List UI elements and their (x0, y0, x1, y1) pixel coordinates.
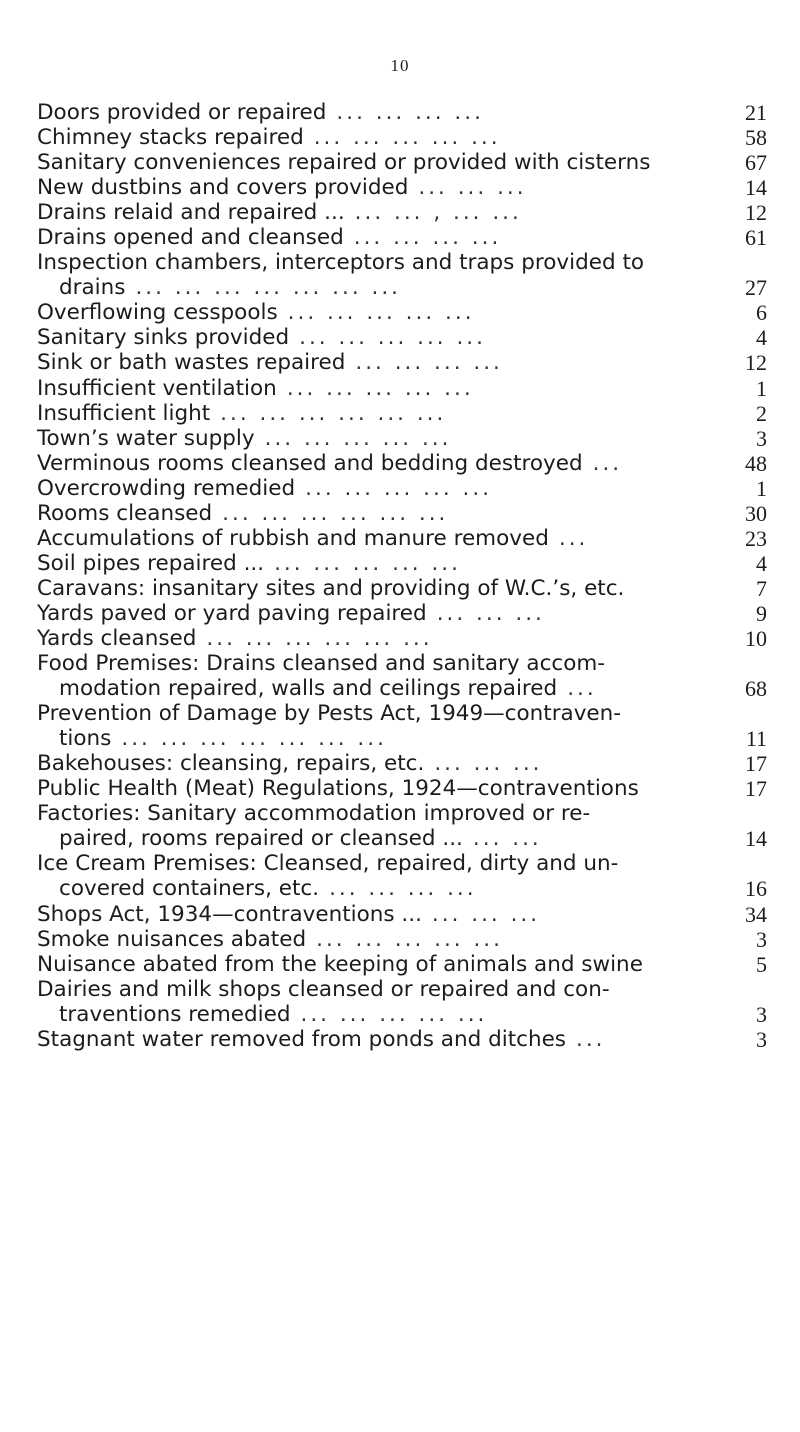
item-count: 14 (745, 826, 767, 852)
item-count: 12 (745, 200, 767, 226)
list-item (37, 551, 767, 576)
item-line (37, 225, 767, 250)
list-item (37, 801, 767, 851)
item-label: Insufficient light (37, 400, 211, 426)
item-line (37, 902, 767, 927)
list-item (37, 150, 767, 175)
item-line (37, 1027, 767, 1052)
item-label: Food Premises: Drains cleansed and sanitary accom- (37, 651, 606, 677)
item-line (37, 175, 767, 200)
leader-dots: ... ... ... ... ... ... (206, 625, 433, 651)
list-item (37, 601, 767, 626)
leader-dots: ... ... ... ... ... ... ... (121, 726, 387, 752)
leader-dots: ... ... ... ... ... (316, 926, 503, 952)
item-line (37, 977, 767, 1002)
item-count: 3 (756, 1001, 767, 1027)
item-line (37, 701, 767, 726)
item-line (37, 726, 767, 751)
list-item (37, 350, 767, 375)
list-item (37, 325, 767, 350)
item-label: Public Health (Meat) Regulations, 1924—contraventions (37, 776, 639, 802)
leader-dots: ... ... ... (431, 901, 541, 927)
item-line (37, 150, 767, 175)
item-line (37, 476, 767, 501)
item-label: Yards paved or yard paving repaired (37, 600, 427, 626)
list-item (37, 476, 767, 501)
item-label: Insufficient ventilation (37, 375, 277, 401)
list-item (37, 751, 767, 776)
item-label: Chimney stacks repaired (37, 125, 304, 151)
item-label: Ice Cream Premises: Cleansed, repaired, dirty and un- (37, 851, 619, 877)
list-item (37, 576, 767, 601)
list-item (37, 225, 767, 250)
item-count: 11 (745, 726, 767, 752)
item-label: Overcrowding remedied (37, 475, 296, 501)
list-item (37, 952, 767, 977)
list-item (37, 300, 767, 325)
item-line (37, 350, 767, 375)
item-line (37, 250, 767, 275)
item-label: traventions remedied (59, 1001, 291, 1027)
item-label: Sink or bath wastes repaired (37, 350, 346, 376)
item-line (37, 776, 767, 801)
item-label: Accumulations of rubbish and manure removed (37, 525, 549, 551)
list-item (37, 250, 767, 300)
item-count: 1 (756, 375, 767, 401)
item-label: Yards cleansed (37, 625, 197, 651)
item-count: 2 (756, 400, 767, 426)
item-label: drains (59, 275, 126, 301)
list-item (37, 902, 767, 927)
item-count: 34 (745, 901, 767, 927)
leader-dots: ... ... ... ... ... (299, 325, 486, 351)
leader-dots: ... ... ... ... ... ... (222, 500, 449, 526)
item-label: Doors provided or repaired (37, 100, 327, 125)
list-item (37, 451, 767, 476)
leader-dots: ... ... ... ... ... (305, 475, 493, 501)
item-line (37, 927, 767, 952)
leader-dots: ... ... ... ... (336, 100, 484, 125)
item-count: 48 (745, 450, 767, 476)
leader-dots: ... (592, 450, 623, 476)
item-line (37, 626, 767, 651)
list-item (37, 100, 767, 125)
item-count: 7 (756, 575, 767, 601)
list-item (37, 851, 767, 901)
leader-dots: ... ... ... ... ... ... ... (135, 275, 401, 301)
item-count: 21 (745, 100, 767, 125)
item-count: 9 (756, 600, 767, 626)
item-label: Drains opened and cleansed (37, 225, 344, 251)
item-count: 5 (756, 951, 767, 977)
item-line (37, 751, 767, 776)
item-line (37, 451, 767, 476)
item-label: New dustbins and covers provided (37, 175, 409, 201)
item-label: Sanitary sinks provided (37, 325, 290, 351)
item-line (37, 676, 767, 701)
leader-dots: ... ... ... ... ... (287, 300, 475, 326)
item-label: Drains relaid and repaired ... (37, 200, 345, 226)
item-line (37, 125, 767, 150)
list-item (37, 651, 767, 701)
list-item (37, 626, 767, 651)
item-line (37, 851, 767, 876)
item-count: 3 (756, 926, 767, 952)
item-count: 23 (745, 525, 767, 551)
item-count: 12 (745, 350, 767, 376)
item-count: 27 (745, 275, 767, 301)
item-label: Factories: Sanitary accommodation improved or re- (37, 801, 591, 827)
leader-dots: ... ... ... ... (355, 350, 503, 376)
item-count: 30 (745, 500, 767, 526)
item-label: Sanitary conveniences repaired or provided with cisterns (37, 150, 651, 176)
item-count: 3 (756, 425, 767, 451)
item-count: 17 (745, 751, 767, 777)
item-label: Inspection chambers, interceptors and traps provided to (37, 250, 645, 276)
item-label: Soil pipes repaired ... (37, 550, 265, 576)
item-label: Verminous rooms cleansed and bedding destroyed (37, 450, 583, 476)
item-label: Nuisance abated from the keeping of animals and swine (37, 951, 643, 977)
leader-dots: ... ... ... ... (329, 876, 477, 902)
item-label: tions (59, 726, 112, 752)
item-count: 61 (745, 225, 767, 251)
item-line (37, 952, 767, 977)
leader-dots: ... ... (472, 826, 542, 852)
item-label: Rooms cleansed (37, 500, 213, 526)
leader-dots: ... ... ... ... ... (300, 1001, 488, 1027)
item-line (37, 801, 767, 826)
item-count: 68 (745, 676, 767, 702)
item-count: 10 (745, 625, 767, 651)
item-label: Shops Act, 1934—contraventions ... (37, 901, 422, 927)
item-line (37, 325, 767, 350)
item-count: 4 (756, 550, 767, 576)
item-label: modation repaired, walls and ceilings repaired (59, 676, 558, 702)
leader-dots: ... ... ... ... ... ... (220, 400, 447, 426)
item-label: Prevention of Damage by Pests Act, 1949—contraven- (37, 701, 622, 727)
list-item (37, 526, 767, 551)
list-item (37, 1027, 767, 1052)
leader-dots: ... ... ... ... ... (264, 425, 452, 451)
list-item (37, 125, 767, 150)
item-count: 14 (745, 175, 767, 201)
item-label: Town’s water supply (37, 425, 255, 451)
leader-dots: ... ... ... ... ... (274, 550, 461, 576)
item-line (37, 826, 767, 851)
item-count: 16 (745, 876, 767, 902)
list-item (37, 501, 767, 526)
list-item (37, 175, 767, 200)
list-item (37, 401, 767, 426)
leader-dots: ... ... ... (418, 175, 527, 201)
item-line (37, 376, 767, 401)
list-item (37, 977, 767, 1027)
list-item (37, 927, 767, 952)
item-line (37, 1002, 767, 1027)
leader-dots: ... ... ... ... (353, 225, 502, 251)
item-label: covered containers, etc. (59, 876, 320, 902)
leader-dots: ... ... ... (434, 751, 543, 777)
item-count: 1 (756, 475, 767, 501)
item-line (37, 551, 767, 576)
item-count: 58 (745, 125, 767, 151)
item-line (37, 401, 767, 426)
item-line (37, 576, 767, 601)
item-count: 17 (745, 776, 767, 802)
item-count: 4 (756, 325, 767, 351)
item-label: Caravans: insanitary sites and providing of W.C.’s, etc. (37, 575, 625, 601)
list-item (37, 200, 767, 225)
item-label: Smoke nuisances abated (37, 926, 307, 952)
item-line (37, 651, 767, 676)
leader-dots: ... ... ... ... ... (313, 125, 501, 151)
leader-dots: ... ... ... (436, 600, 545, 626)
item-line (37, 275, 767, 300)
item-line (37, 200, 767, 225)
leader-dots: ... (558, 525, 589, 551)
list-item (37, 376, 767, 401)
inspection-items-list (37, 100, 767, 1052)
item-line (37, 300, 767, 325)
list-item (37, 701, 767, 751)
item-label: Bakehouses: cleansing, repairs, etc. (37, 751, 425, 777)
item-count: 67 (745, 150, 767, 176)
item-count: 6 (756, 300, 767, 326)
item-line (37, 501, 767, 526)
item-label: Dairies and milk shops cleansed or repaired and con- (37, 976, 610, 1002)
item-line (37, 100, 767, 125)
item-line (37, 526, 767, 551)
leader-dots: ... ... , ... ... (354, 200, 522, 226)
leader-dots: ... (576, 1026, 606, 1052)
item-line (37, 601, 767, 626)
item-label: paired, rooms repaired or cleansed ... (59, 826, 463, 852)
list-item (37, 776, 767, 801)
item-label: Stagnant water removed from ponds and ditches (37, 1026, 566, 1052)
leader-dots: ... ... ... ... ... (286, 375, 474, 401)
list-item (37, 426, 767, 451)
item-line (37, 426, 767, 451)
leader-dots: ... (567, 676, 597, 702)
item-count: 3 (756, 1026, 767, 1052)
item-line (37, 876, 767, 901)
item-label: Overflowing cesspools (37, 300, 278, 326)
page-number: 10 (390, 56, 410, 75)
